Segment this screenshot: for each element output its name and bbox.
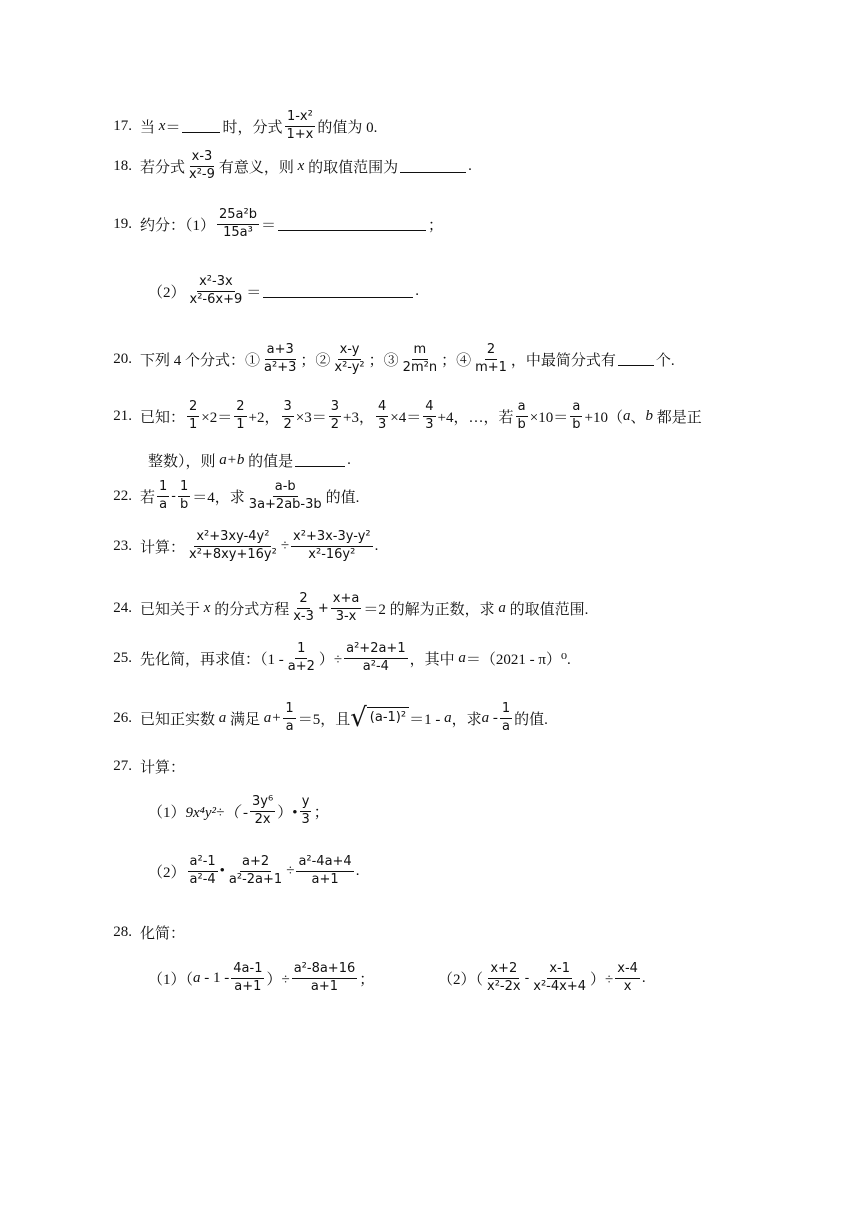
text: ，求 — [451, 711, 482, 728]
numerator: 1 — [178, 480, 190, 497]
fraction — [531, 962, 588, 995]
var: x — [297, 157, 305, 174]
text: 的值是 — [248, 454, 294, 470]
numerator: 2 — [187, 400, 199, 417]
denominator: x — [623, 978, 632, 994]
numerator: 25a²b — [217, 208, 259, 225]
fraction — [299, 795, 311, 828]
var: b — [645, 407, 653, 424]
fraction — [283, 702, 295, 735]
denominator: x²-y² — [334, 359, 365, 375]
problem-25 — [100, 642, 571, 675]
fraction — [187, 150, 217, 183]
text: ＝ — [246, 284, 262, 301]
numerator: 1 — [157, 480, 169, 497]
text: ； — [428, 217, 444, 234]
text: ）÷ — [590, 971, 614, 988]
operator: ÷ — [280, 537, 290, 554]
operator: - — [524, 970, 530, 986]
operator: ÷ — [286, 862, 295, 879]
numerator: 1 — [295, 642, 307, 659]
fraction — [188, 275, 245, 308]
fraction — [401, 343, 439, 376]
denominator: 1 — [236, 416, 245, 432]
fraction — [500, 702, 512, 735]
numerator: x²-3x — [197, 275, 235, 292]
text: . — [347, 452, 351, 468]
denominator: 1+x — [286, 126, 314, 142]
answer-blank[interactable] — [400, 160, 466, 173]
fraction — [178, 480, 190, 513]
text: ＝2 的解为正数，求 — [363, 601, 495, 618]
text: 化简： — [140, 926, 186, 942]
denominator: m+1 — [475, 359, 507, 375]
problem-20 — [100, 343, 675, 376]
numerator: y — [300, 795, 312, 812]
text: 若分式 — [140, 159, 186, 176]
answer-blank[interactable] — [295, 454, 345, 467]
sub-label: （2） — [148, 864, 186, 881]
fraction — [473, 343, 509, 376]
fraction — [291, 592, 316, 625]
numerator: 2 — [485, 343, 497, 360]
fraction — [332, 343, 366, 376]
text: ）÷ — [318, 651, 343, 668]
problem-22 — [100, 480, 359, 513]
text: 当 — [140, 119, 156, 136]
text: +3， — [343, 409, 375, 426]
fraction — [485, 962, 523, 995]
denominator: 3 — [378, 416, 387, 432]
denominator: x²-2x — [487, 978, 521, 994]
numerator: x-1 — [547, 962, 572, 979]
problem-21-line1 — [100, 400, 702, 433]
denominator: 2 — [283, 416, 292, 432]
problem-number: 27. — [113, 758, 132, 774]
problem-number: 19. — [113, 215, 132, 232]
var: x — [203, 599, 211, 616]
fraction — [423, 400, 435, 433]
var: a — [622, 407, 631, 424]
fraction — [187, 530, 279, 563]
denominator: a+1 — [310, 978, 339, 994]
text: ）÷ — [266, 971, 290, 988]
text: ）• — [277, 804, 298, 821]
denominator: b — [180, 496, 189, 512]
denominator: a²-4 — [362, 658, 389, 674]
numerator: a-b — [273, 480, 298, 497]
denominator: b — [517, 416, 526, 432]
problem-19-part1 — [100, 208, 443, 241]
numerator: x-4 — [615, 962, 640, 979]
fraction — [286, 642, 317, 675]
numerator: 3 — [329, 400, 341, 417]
denominator: x-3 — [293, 608, 314, 624]
sub-label: （1） — [148, 804, 186, 821]
text: 若 — [140, 489, 156, 506]
text: ＝（2021 - π）⁰. — [465, 651, 571, 668]
text: 约分：（1） — [140, 217, 216, 234]
fraction — [187, 400, 199, 433]
numerator: a+3 — [265, 343, 296, 360]
denominator: x²+8xy+16y² — [189, 546, 277, 562]
operator: • — [219, 862, 225, 879]
operator: + — [317, 600, 329, 616]
denominator: 15a³ — [223, 224, 253, 240]
text: . — [468, 157, 472, 174]
var: a — [498, 599, 506, 616]
text: . — [415, 282, 420, 299]
fraction — [250, 795, 275, 828]
fraction — [188, 855, 218, 888]
denominator: a²-4 — [189, 871, 216, 887]
var: a — [444, 709, 452, 726]
text: 时，分式 — [222, 119, 283, 136]
denominator: 3-x — [335, 608, 357, 624]
denominator: a+2 — [287, 658, 315, 674]
problem-26 — [100, 702, 548, 735]
text: ＝1 - — [409, 711, 441, 728]
sub-label: （2）（ — [438, 971, 484, 988]
denominator: b — [572, 416, 581, 432]
problem-21-line2 — [148, 450, 351, 471]
problem-number: 21. — [113, 407, 132, 424]
numerator: a²-1 — [188, 855, 218, 872]
numerator: x²+3xy-4y² — [194, 530, 271, 547]
problem-23 — [100, 530, 378, 563]
problem-number: 24. — [113, 599, 132, 616]
text: 整数），则 — [148, 454, 216, 470]
problem-number: 20. — [113, 350, 132, 367]
text: 计算： — [140, 539, 186, 556]
text: 个. — [655, 352, 675, 369]
problem-27-title — [100, 756, 185, 777]
radicand: (a-1)² — [367, 707, 409, 725]
numerator: a²-4a+4 — [296, 855, 353, 872]
fraction — [262, 343, 298, 376]
fraction — [329, 400, 341, 433]
fraction — [296, 855, 353, 888]
text: ，其中 — [409, 651, 455, 668]
denominator: x²-6x+9 — [189, 291, 243, 307]
numerator: x-3 — [190, 150, 215, 167]
problem-number: 26. — [113, 709, 132, 726]
fraction — [291, 530, 373, 563]
numerator: a+2 — [240, 855, 271, 872]
square-root: √ (a-1)² — [350, 705, 409, 731]
problem-number: 18. — [113, 157, 132, 174]
text: ×4＝ — [390, 409, 422, 426]
text: 的分式方程 — [214, 601, 290, 618]
problem-17 — [100, 110, 377, 143]
numerator: 4 — [423, 400, 435, 417]
text: . — [374, 537, 379, 554]
numerator: a — [570, 400, 582, 417]
var: a — [193, 969, 201, 986]
answer-blank[interactable] — [618, 353, 654, 366]
fraction — [284, 110, 315, 143]
fraction — [292, 962, 358, 995]
text: ＝4，求 — [192, 489, 245, 506]
text: ×2＝ — [201, 409, 233, 426]
numerator: 4a-1 — [231, 962, 264, 979]
text: ×3＝ — [295, 409, 327, 426]
denominator: 1 — [189, 416, 198, 432]
numerator: x-y — [338, 343, 362, 360]
problem-number: 22. — [113, 487, 132, 504]
sub-label: （1）（ — [148, 971, 194, 988]
text: 都是正 — [656, 409, 702, 426]
var: a+ — [263, 709, 282, 726]
denominator: 2m²n — [402, 359, 438, 375]
text: 的值为 0. — [317, 119, 378, 136]
denominator: x²-4x+4 — [533, 978, 587, 994]
fraction — [376, 400, 388, 433]
problem-24 — [100, 592, 588, 625]
numerator: a — [516, 400, 528, 417]
answer-blank[interactable] — [263, 285, 413, 298]
fraction — [157, 480, 169, 513]
answer-blank[interactable] — [182, 120, 220, 133]
denominator: a+1 — [311, 871, 339, 887]
problem-28-part1 — [148, 962, 374, 995]
text: . — [355, 862, 360, 879]
denominator: 3 — [301, 811, 310, 827]
numerator: x²+3x-3y-y² — [291, 530, 373, 547]
text: . — [641, 969, 646, 986]
text: 的值. — [325, 489, 360, 506]
denominator: a — [285, 718, 294, 734]
numerator: x+2 — [488, 962, 519, 979]
numerator: 2 — [234, 400, 246, 417]
fraction — [331, 592, 362, 625]
numerator: 2 — [297, 592, 309, 609]
expression: 9x⁴y²÷（ - — [185, 804, 249, 821]
text: 的值. — [514, 711, 548, 728]
problem-number: 17. — [113, 117, 132, 134]
fraction — [516, 400, 528, 433]
problem-number: 28. — [113, 924, 132, 940]
denominator: a — [502, 718, 510, 734]
denominator: 2x — [254, 811, 271, 827]
text: ；② — [300, 352, 331, 369]
answer-blank[interactable] — [278, 218, 426, 231]
problem-19-part2 — [148, 275, 419, 308]
problem-28-part2 — [438, 962, 646, 995]
text: ×10＝ — [529, 409, 569, 426]
numerator: 1 — [283, 702, 295, 719]
fraction — [615, 962, 640, 995]
var: a+b — [219, 452, 245, 468]
text: 已知正实数 — [140, 711, 216, 728]
text: ； — [313, 804, 329, 821]
numerator: a²-8a+16 — [292, 962, 358, 979]
denominator: 3a+2ab-3b — [248, 496, 322, 512]
fraction — [217, 208, 259, 241]
sub-label: （2） — [148, 284, 186, 301]
numerator: 1-x² — [285, 110, 315, 127]
fraction — [282, 400, 294, 433]
fraction — [247, 480, 324, 513]
text: ，中最简分式有 — [510, 352, 616, 369]
denominator: x²-9 — [189, 166, 215, 182]
text: 已知： — [140, 409, 186, 426]
denominator: 3 — [425, 416, 434, 432]
text: ；④ — [441, 352, 472, 369]
numerator: x+a — [331, 592, 362, 609]
denominator: a — [159, 496, 168, 512]
denominator: a+1 — [234, 978, 262, 994]
text: +4，…，若 — [437, 409, 514, 426]
denominator: 2 — [330, 416, 340, 432]
fraction — [234, 400, 246, 433]
problem-number: 23. — [113, 537, 132, 554]
numerator: a²+2a+1 — [344, 642, 407, 659]
problem-27-part2 — [148, 855, 359, 888]
text: ； — [359, 971, 375, 988]
problem-number: 25. — [113, 649, 132, 666]
text: 先化简，再求值：（1 - — [140, 651, 284, 668]
numerator: 3y⁶ — [250, 795, 275, 812]
text: +2， — [248, 409, 280, 426]
text: 、 — [630, 409, 646, 426]
text: 的取值范围. — [509, 601, 589, 618]
denominator: x²-16y² — [308, 546, 356, 562]
text: 满足 — [230, 711, 261, 728]
fraction — [344, 642, 407, 675]
text: ＝ — [261, 217, 277, 234]
var: a - — [481, 709, 498, 726]
problem-28-title — [100, 922, 185, 943]
fraction — [570, 400, 582, 433]
fraction — [231, 962, 264, 995]
denominator: a²-2a+1 — [228, 871, 283, 887]
var: a — [218, 709, 227, 726]
text: 的取值范围为 — [308, 159, 399, 176]
denominator: a²+3 — [264, 359, 297, 375]
numerator: 1 — [500, 702, 512, 719]
fraction — [227, 855, 284, 888]
text: +10（ — [584, 409, 623, 426]
problem-27-part1 — [148, 795, 329, 828]
text: - 1 - — [204, 969, 230, 986]
var: a — [458, 649, 466, 666]
var: x — [158, 117, 166, 134]
problem-18 — [100, 150, 472, 183]
text: 计算： — [140, 760, 186, 776]
operator: - — [171, 488, 176, 504]
text: 已知关于 — [140, 601, 201, 618]
text: 有意义，则 — [218, 159, 294, 176]
numerator: 4 — [376, 400, 388, 417]
text: ＝5，且 — [297, 711, 351, 728]
text: ＝ — [165, 119, 181, 136]
text: ；③ — [368, 352, 399, 369]
text: 下列 4 个分式：① — [140, 352, 261, 369]
numerator: 3 — [282, 400, 294, 417]
numerator: m — [412, 343, 429, 360]
